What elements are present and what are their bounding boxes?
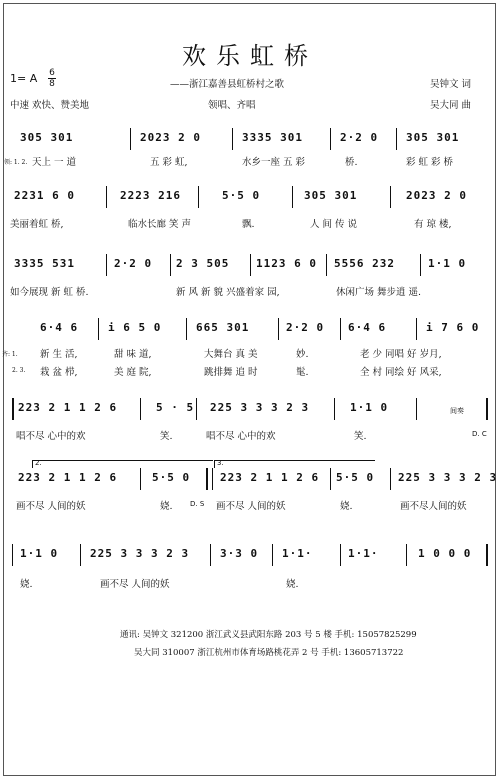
lyric: 娆. xyxy=(340,501,353,512)
measure: 6·4 6 xyxy=(40,321,79,334)
verse-label: 齐: 1. xyxy=(2,351,18,358)
lyric: 天上 一 道 xyxy=(32,157,77,168)
time-signature xyxy=(48,68,56,89)
notation-line xyxy=(10,254,490,276)
lyric: 水乡一座 五 彩 xyxy=(242,157,306,168)
lyric: 新 风 新 貌 兴盛着家 园, xyxy=(176,287,280,298)
lyric: 老 少 同唱 好 岁月, xyxy=(360,349,442,360)
lyric: 美丽着虹 桥, xyxy=(10,219,64,230)
tempo-marking: 中速 欢快、赞美地 xyxy=(10,100,90,111)
lyric: 娆. xyxy=(20,579,33,590)
volta-2: 2. xyxy=(32,460,213,468)
lyric: 桥. xyxy=(345,157,358,168)
contact-line-2: 吴大同 310007 浙江杭州市体育场路桃花弄 2 号 手机: 13605713722 xyxy=(134,648,404,658)
notation-line xyxy=(10,186,490,208)
measure: 2223 216 xyxy=(120,189,181,202)
verse-label: 2. 3. xyxy=(12,367,26,374)
measure: 2023 2 0 xyxy=(140,131,201,144)
measure: i 6 5 0 xyxy=(108,321,162,334)
measure: 5·5 0 xyxy=(152,471,191,484)
measure: 3335 301 xyxy=(242,131,303,144)
measure: 2023 2 0 xyxy=(406,189,467,202)
lyric: 笑. xyxy=(354,431,367,442)
measure: 665 301 xyxy=(196,321,250,334)
key-signature: 1= A xyxy=(10,72,38,85)
score-page xyxy=(3,3,496,776)
volta-3: 3. xyxy=(214,460,375,468)
measure: 5 · 5 xyxy=(156,401,195,414)
measure: 2·2 0 xyxy=(114,257,153,270)
lyric: 笑. xyxy=(160,431,173,442)
measure: 5·5 0 xyxy=(222,189,261,202)
interlude-mark: 间奏 xyxy=(450,407,464,415)
lyric: 跳排舞 追 时 xyxy=(204,367,258,378)
notation-line xyxy=(10,459,498,490)
lyric: 彩 虹 彩 桥 xyxy=(406,157,454,168)
notation-line xyxy=(10,398,490,420)
lyric: 新 生 活, xyxy=(40,349,78,360)
measure: 223 2 1 1 2 6 xyxy=(18,471,118,484)
lyricist-credit: 吴钟文 词 xyxy=(430,79,472,90)
measure: 1·1 0 xyxy=(350,401,389,414)
lyric: 甜 味 道, xyxy=(114,349,152,360)
lyric: 美 庭 院, xyxy=(114,367,152,378)
lyric: 画不尽 人间的妖 xyxy=(100,579,170,590)
lyric: 飘. xyxy=(242,219,255,230)
measure: 223 2 1 1 2 6 xyxy=(220,471,320,484)
measure: 305 301 xyxy=(304,189,358,202)
lyric: 画不尽人间的妖 xyxy=(400,501,467,512)
lyric: 五 彩 虹, xyxy=(150,157,188,168)
lyric: 妙. xyxy=(296,349,309,360)
measure: 3335 531 xyxy=(14,257,75,270)
lyric: 画不尽 人间的妖 xyxy=(16,501,86,512)
time-numerator: 6 xyxy=(49,68,55,78)
lyric: 画不尽 人间的妖 xyxy=(216,501,286,512)
dc-mark: D. C xyxy=(472,430,487,438)
measure: i 7 6 0 xyxy=(426,321,480,334)
lyric: 栽 盆 栉, xyxy=(40,367,78,378)
measure: 2·2 0 xyxy=(340,131,379,144)
measure: 5556 232 xyxy=(334,257,395,270)
lyric: 休闲广场 舞步逍 遥. xyxy=(336,287,422,298)
measure: 1 0 0 0 xyxy=(418,547,472,560)
composer-credit: 吴大同 曲 xyxy=(430,100,472,111)
lyric: 人 间 传 说 xyxy=(310,219,358,230)
time-denominator: 8 xyxy=(49,79,55,89)
lyric: 全 村 同绘 好 风采, xyxy=(360,367,442,378)
lyric: 如今展现 新 虹 桥. xyxy=(10,287,89,298)
verse-label: 领: 1. 2. xyxy=(4,159,28,166)
measure: 225 3 3 3 2 3 xyxy=(398,471,498,484)
measure: 1123 6 0 xyxy=(256,257,317,270)
measure: 305 301 xyxy=(20,131,74,144)
measure: 6·4 6 xyxy=(348,321,387,334)
lyric: 娆. xyxy=(286,579,299,590)
lyric: 娆. xyxy=(160,501,173,512)
lyric: 髦. xyxy=(296,367,309,378)
song-title: 欢乐虹桥 xyxy=(182,42,318,70)
measure: 2·2 0 xyxy=(286,321,325,334)
measure: 2231 6 0 xyxy=(14,189,75,202)
lyric: 唱不尽 心中的欢 xyxy=(16,431,86,442)
notation-line xyxy=(10,318,490,340)
song-subtitle: ——浙江嘉善县虹桥村之歌 xyxy=(170,79,285,90)
singing-style: 领唱、齐唱 xyxy=(208,100,256,111)
ds-mark: D. S xyxy=(190,500,205,508)
measure: 5·5 0 xyxy=(336,471,375,484)
lyric: 大舞台 真 美 xyxy=(204,349,258,360)
measure: 1·1 0 xyxy=(428,257,467,270)
measure: 223 2 1 1 2 6 xyxy=(18,401,118,414)
measure: 3·3 0 xyxy=(220,547,259,560)
measure: 225 3 3 3 2 3 xyxy=(90,547,190,560)
measure: 225 3 3 3 2 3 xyxy=(210,401,310,414)
lyric: 有 琼 楼, xyxy=(414,219,452,230)
notation-line xyxy=(10,544,490,566)
notation-line xyxy=(10,128,490,150)
measure: 305 301 xyxy=(406,131,460,144)
measure: 1·1· xyxy=(282,547,313,560)
measure: 1·1· xyxy=(348,547,379,560)
lyric: 临水长廊 笑 声 xyxy=(128,219,192,230)
measure: 2 3 505 xyxy=(176,257,230,270)
lyric: 唱不尽 心中的欢 xyxy=(206,431,276,442)
contact-line-1: 通讯: 吴钟文 321200 浙江武义县武阳东路 203 号 5 楼 手机: 15057825299 xyxy=(120,630,417,640)
measure: 1·1 0 xyxy=(20,547,59,560)
